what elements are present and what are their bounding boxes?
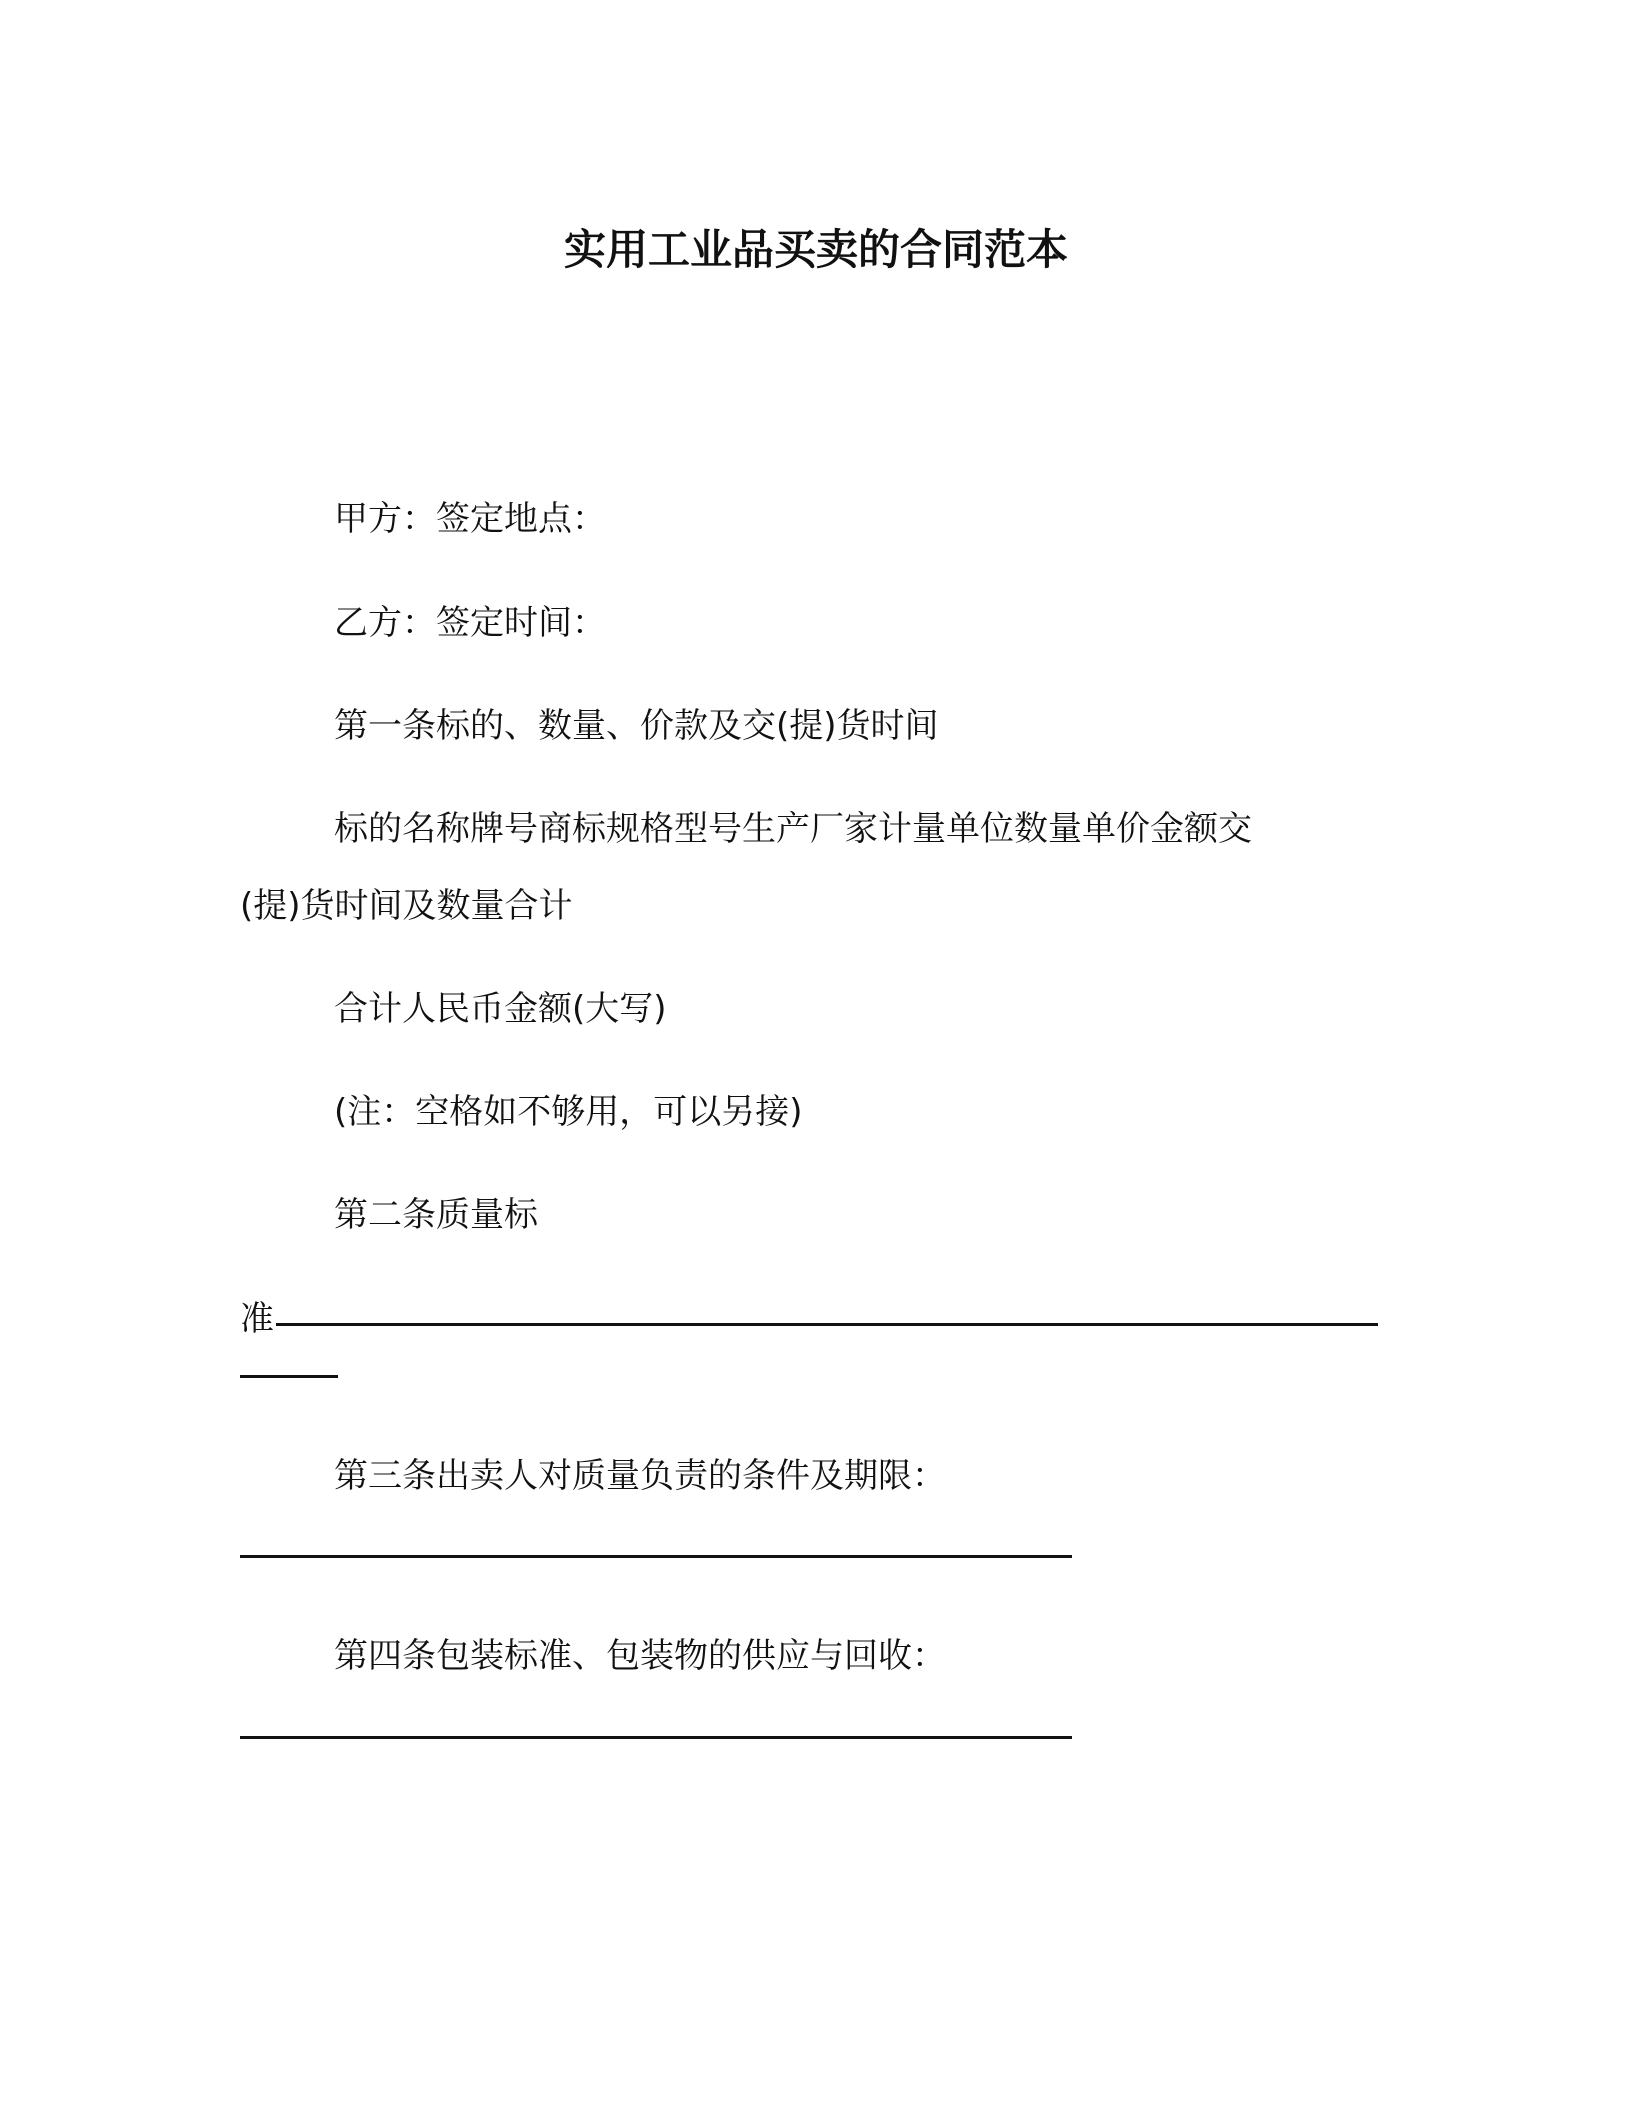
fill-in-line	[240, 1736, 1072, 1739]
article-1-columns-line-2: (提)货时间及数量合计	[240, 886, 573, 926]
fill-in-line	[240, 1555, 1072, 1558]
party-b-line: 乙方：签定时间：	[334, 603, 606, 643]
article-1-heading: 第一条标的、数量、价款及交(提)货时间	[334, 706, 939, 746]
fill-in-line	[240, 1375, 338, 1378]
total-rmb-line: 合计人民币金额(大写)	[334, 989, 667, 1029]
fill-in-line	[276, 1323, 1378, 1326]
article-3-heading: 第三条出卖人对质量负责的条件及期限：	[334, 1456, 946, 1496]
article-2-heading-continued: 准	[240, 1299, 274, 1339]
article-1-columns-line-1: 标的名称牌号商标规格型号生产厂家计量单位数量单价金额交	[334, 809, 1252, 849]
party-a-line: 甲方：签定地点：	[334, 499, 606, 539]
note-line: (注：空格如不够用，可以另接)	[334, 1092, 803, 1132]
article-4-heading: 第四条包装标准、包装物的供应与回收：	[334, 1636, 946, 1676]
article-2-heading: 第二条质量标	[334, 1195, 538, 1235]
document-title: 实用工业品买卖的合同范本	[563, 225, 1068, 274]
